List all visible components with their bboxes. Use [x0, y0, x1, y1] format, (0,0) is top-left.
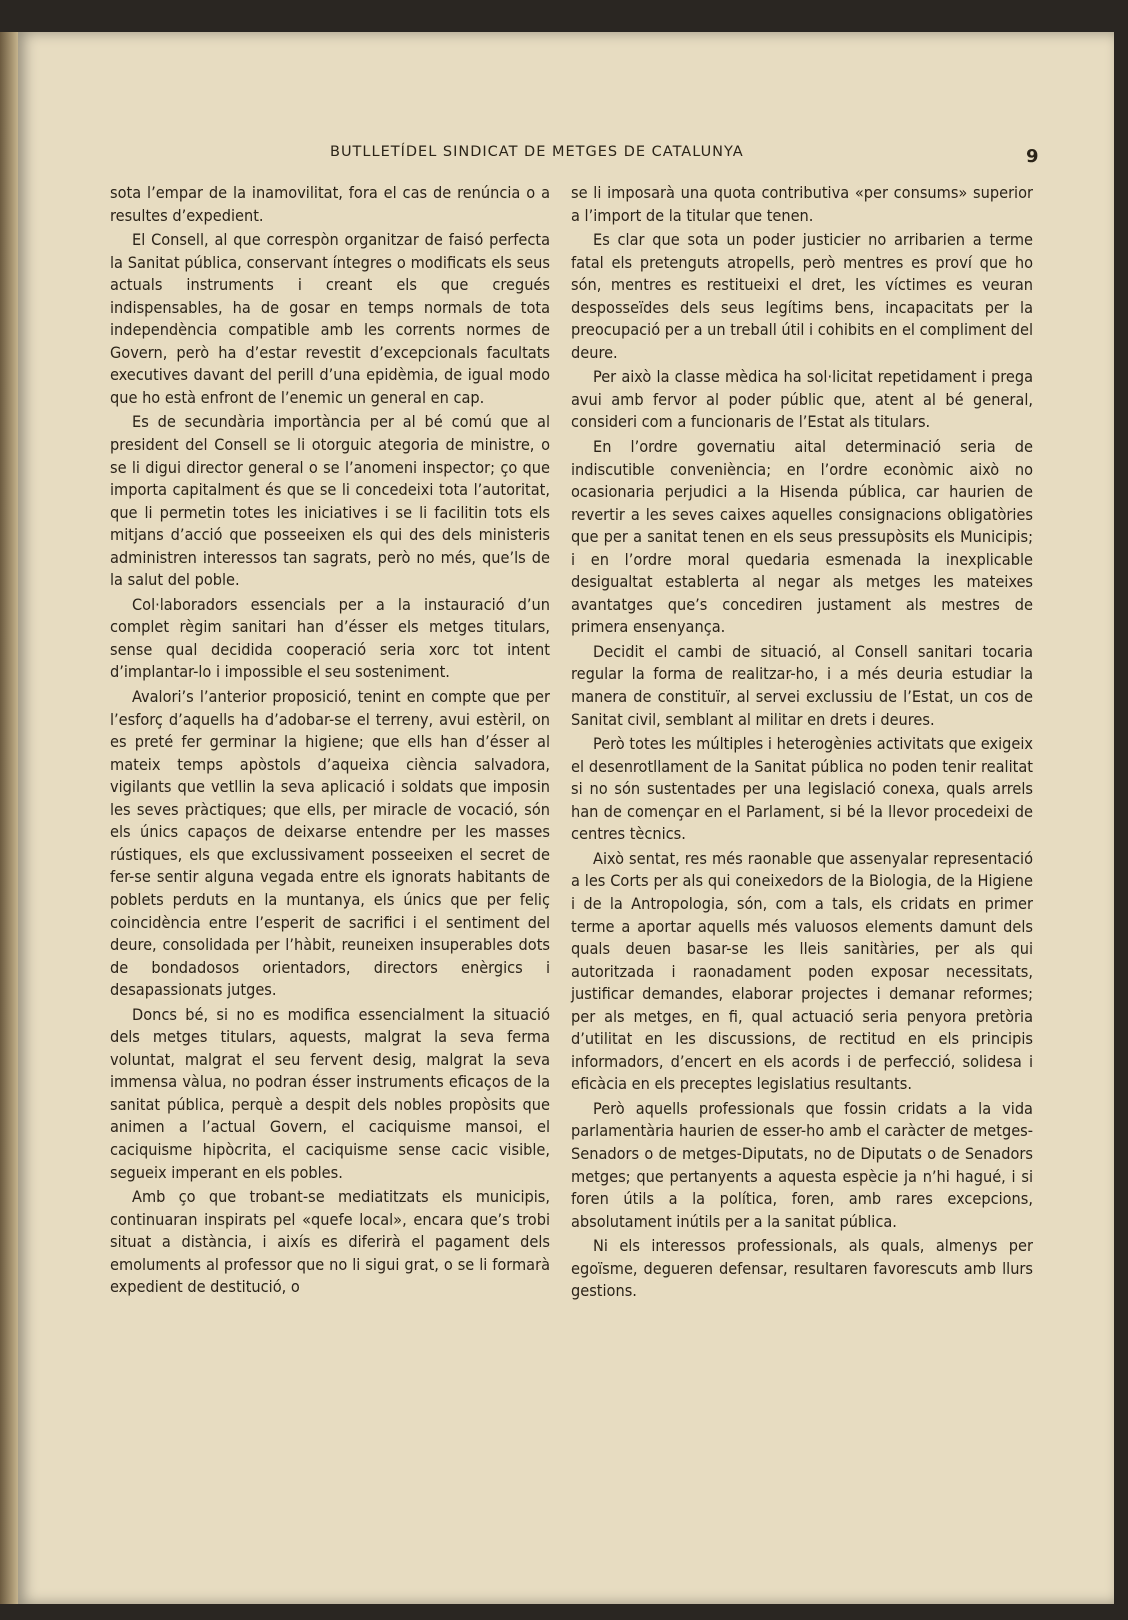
paragraph: Ni els interessos professionals, als quals, almenys per egoïsme, degueren defensar, resultaren favorescuts amb llurs gestions. [571, 1236, 1033, 1301]
page-number: 9 [1026, 146, 1039, 167]
paragraph: se li imposarà una quota contributiva «per consums» superior a l’import de la titular que tenen. [571, 183, 1033, 225]
running-title: BUTLLETÍDEL SINDICAT DE METGES DE CATALUNYA [330, 144, 744, 160]
paragraph: Però aquells professionals que fossin cridats a la vida parlamentària haurien de esser-ho amb el caràcter de metges-Senadors o de metges-Diputats, no de Diputats o de Senadors metges; que pertanyents a aquesta espècie ja n’hi hagué, i si foren útils a la política, foren, amb rares excepcions, absolutament inútils per a la sanitat pública. [571, 1098, 1033, 1231]
paragraph: Doncs bé, si no es modifica essencialment la situació dels metges titulars, aquests, malgrat la seva ferma voluntat, malgrat el seu fervent desig, malgrat la seva immensa vàlua, no podran ésser instruments eficaços de la sanitat pública, perquè a despit dels nobles propòsits que animen a l’actual Govern, el caciquisme mansoi, el caciquisme hipòcrita, el caciquisme sense cacic visible, segueix imperant en els pobles. [110, 1004, 550, 1182]
paragraph: Però totes les múltiples i heterogènies activitats que exigeix el desenrotllament de la Sanitat pública no poden tenir realitat si no són sustentades per una legislació conexa, quals arrels han de començar en el Parlament, si bé la llevor procedeixi de centres tècnics. [571, 734, 1033, 844]
paragraph: Col·laboradors essencials per a la instauració d’un complet règim sanitari han d’ésser els metges titulars, sense qual decidida cooperació seria xorc tot intent d’implantar-lo i impossible el seu sosteniment. [110, 594, 550, 682]
paragraph: Es de secundària importància per al bé comú que al president del Consell se li otorguic ategoria de ministre, o se li digui director general o se l’anomeni inspector; ço que importa capitalment és que se li concedeixi tota l’autoritat, que li permetin totes les iniciatives i se li facilitin tots els mitjans d’acció que posseeixen els qui des dels ministeris administren interessos tan sagrats, però no més, que’ls de la salut del poble. [110, 412, 550, 590]
left-text-column [110, 182, 550, 1299]
paragraph: Avalori’s l’anterior proposició, tenint en compte que per l’esforç d’aquells ha d’adobar-se el terreny, avui estèril, on es preté fer germinar la higiene; que ells han d’ésser al mateix temps apòstols d’aqueixa ciència salvadora, vigilants que vetllin la seva aplicació i soldats que imposin les seves pràctiques; que ells, per miracle de vocació, són els únics capaços de deixarse entendre per les masses rústiques, els que exclussivament posseeixen el secret de fer-se sentir alguna vegada entre els ignorats habitants de poblets perduts en la muntanya, els únics que per feliç coincidència entre l’esperit de sacrifici i el sentiment del deure, consolidada per l’hàbit, reuneixen insuperables dots de bondadosos orientadors, directors enèrgics i desapassionats jutges. [110, 687, 550, 1000]
paragraph: El Consell, al que correspòn organitzar de faisó perfecta la Sanitat pública, conservant íntegres o modificats els seus actuals instruments i creant els que cregués indispensables, ha de gosar en temps normals de tota independència compatible amb les corrents normes de Govern, però ha d’estar revestit d’excepcionals facultats executives davant del perill d’una epidèmia, de igual modo que ho està enfront de l’enemic un general en cap. [110, 230, 550, 407]
paragraph: Amb ço que trobant-se mediatitzats els municipis, continuaran inspirats pel «quefe local», encara que’s trobi situat a distància, i aixís es diferirà el pagament dels emoluments al professor que no li sigui grat, o se li formarà expedient de destitució, o [110, 1187, 550, 1297]
paragraph: Això sentat, res més raonable que assenyalar representació a les Corts per als qui coneixedors de la Biologia, de la Higiene i de la Antropologia, són, com a tals, els cridats en primer terme a aportar aquells més valuosos elements damunt dels quals deuen basar-se les lleis sanitàries, per als qui autoritzada i raonadament poden exposar necessitats, justificar demandes, elaborar projectes i demanar reformes; per als metges, en fi, qual actuació seria penyora pretòria d’utilitat en les discussions, de rectitud en els principis informadors, d’encert en els acords i de perfecció, solidesa i eficàcia en els preceptes legislatius resultants. [571, 848, 1033, 1094]
paragraph: Decidit el cambi de situació, al Consell sanitari tocaria regular la forma de realitzar-ho, i a més deuria estudiar la manera de constituïr, al servei exclussiu de l’Estat, un cos de Sanitat civil, semblant al militar en drets i deures. [571, 641, 1033, 729]
paragraph: sota l’empar de la inamovilitat, fora el cas de renúncia o a resultes d’expedient. [110, 183, 550, 225]
paragraph: Es clar que sota un poder justicier no arribarien a terme fatal els pretenguts atropells, però mentres es proví que ho són, mentres es restitueixi el dret, les víctimes es veuran desposseïdes dels seus legítims bens, incapacitats per la preocupació per a un treball útil i cohibits en el compliment del deure. [571, 230, 1033, 362]
right-text-column [571, 182, 1033, 1303]
paragraph: Per això la classe mèdica ha sol·licitat repetidament i prega avui amb fervor al poder públic que, atent al bé general, consideri com a funcionaris de l’Estat als titulars. [571, 367, 1033, 432]
paragraph: En l’ordre governatiu aital determinació seria de indiscutible conveniència; en l’ordre econòmic això no ocasionaria perjudici a la Hisenda pública, car haurien de revertir a les seves caixes aquelles consignacions obligatòries que per a sanitat tenen en els seus pressupòsits els Municipis; i en l’ordre moral quedaria esmenada la inexplicable desigualtat establerta al negar als metges les mateixes avantatges que’s concediren justament als mestres de primera ensenyança. [571, 437, 1033, 637]
